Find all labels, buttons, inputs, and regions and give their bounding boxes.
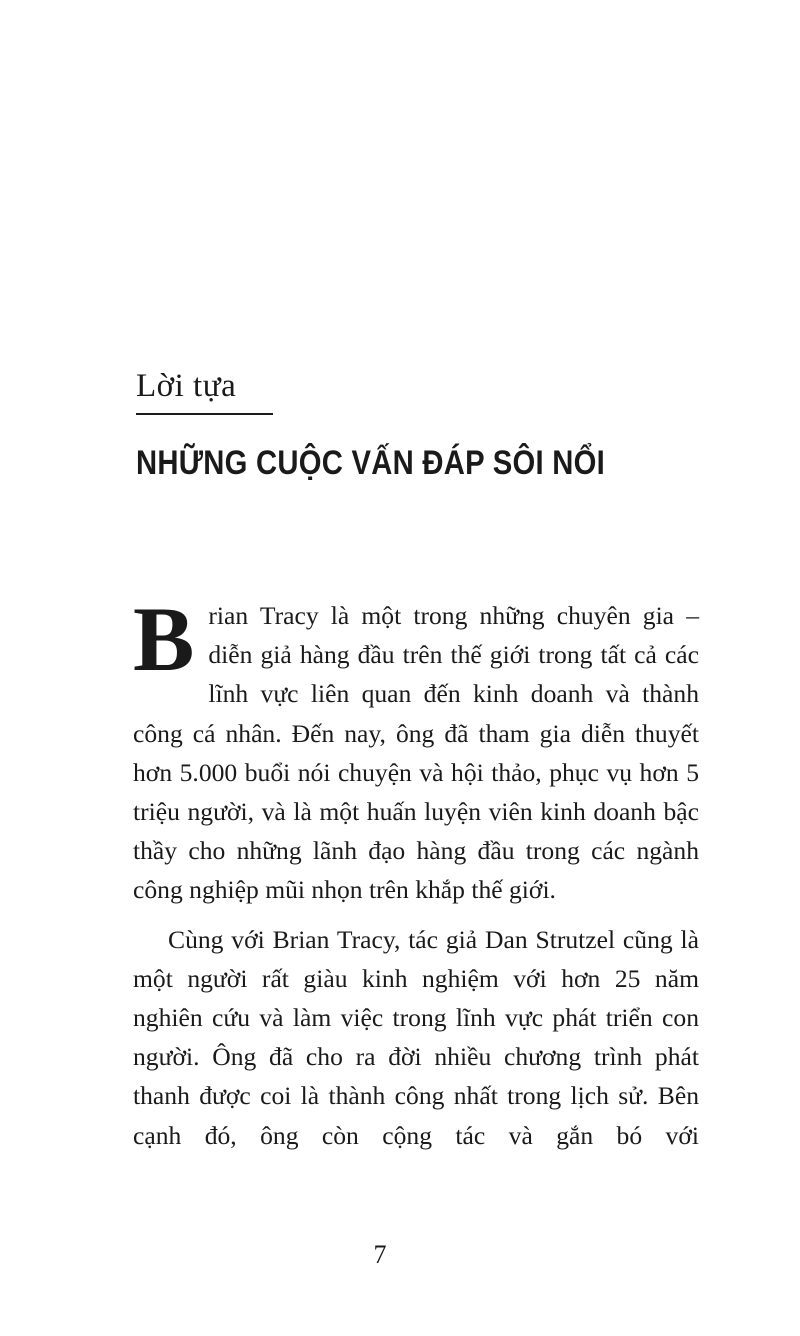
section-underline [136, 413, 273, 415]
paragraph-1 [133, 588, 699, 910]
drop-cap: B [133, 588, 195, 690]
section-label: Lời tựa [136, 368, 237, 404]
paragraph-1-text: rian Tracy là một trong những chuyên gia – diễn giả hàng đầu trên thế giới trong tất cả các lĩnh vực liên quan đến kinh doanh và thành công cá nhân. Đến nay, ông đã tham gia diễn thuyết hơn 5.000 buổi nói chuyện và hội thảo, phục vụ hơn 5 triệu người, và là một huấn luyện viên kinh doanh bậc thầy cho những lãnh đạo hàng đầu trong các ngành công nghiệp mũi nhọn trên khắp thế giới. [133, 601, 699, 905]
chapter-title: NHỮNG CUỘC VẤN ĐÁP SÔI NỔI [136, 444, 606, 482]
body-text [133, 588, 699, 1155]
paragraph-2: Cùng với Brian Tracy, tác giả Dan Strutzel cũng là một người rất giàu kinh nghiệm với hơn 25 năm nghiên cứu và làm việc trong lĩnh vực phát triển con người. Ông đã cho ra đời nhiều chương trình phát thanh được coi là thành công nhất trong lịch sử. Bên cạnh đó, ông còn cộng tác và gắn bó với [133, 924, 699, 1150]
page-number: 7 [373, 1240, 387, 1269]
